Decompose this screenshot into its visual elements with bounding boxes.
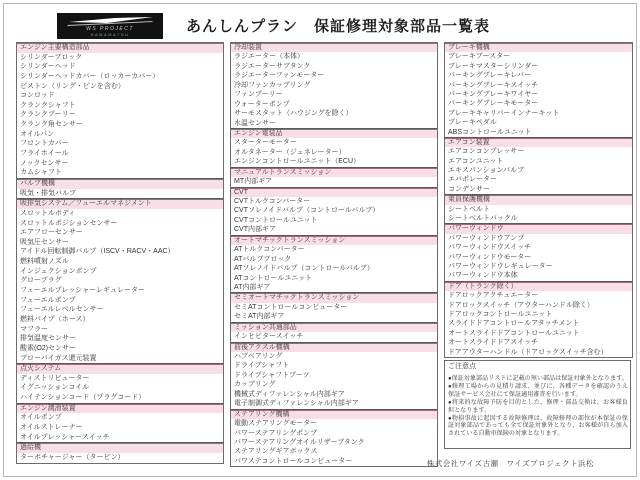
parts-section <box>445 194 632 223</box>
part-item: パワーウィンドウモーター <box>448 253 532 261</box>
part-item: 電動ステアリングモーター <box>234 420 318 428</box>
part-item: シリンダーヘッド <box>20 63 76 71</box>
section-header: エンジン電装品 <box>231 128 437 138</box>
part-item: パーキングブレーキモーター <box>448 100 539 108</box>
parts-section <box>231 167 437 187</box>
part-item: カップリング <box>234 381 276 389</box>
page-title: あんしんプラン 保証修理対象部品一覧表 <box>185 18 490 35</box>
part-item: ラジエーターファンモーター <box>234 72 325 80</box>
section-header: ミッション共通部品 <box>231 322 437 332</box>
parts-section <box>231 342 437 409</box>
part-item: スターターモーター <box>234 139 297 147</box>
part-item: CVTソレノイドバルブ（コントロールバルブ） <box>234 207 380 215</box>
part-item: オートスライドドアスイッチ <box>448 339 538 347</box>
parts-section <box>17 442 223 462</box>
part-item: オイルプレッシャースイッチ <box>20 433 110 441</box>
part-item: ハブベアリング <box>234 353 283 360</box>
part-item: フューエルプレッシャーレギュレーター <box>20 287 146 295</box>
parts-section <box>17 178 223 198</box>
notes-body <box>445 375 630 438</box>
section-header: オートマチックトランスミッション <box>231 235 437 245</box>
part-item: ラジエーター（本体） <box>234 53 304 61</box>
section-header: マニュアルトランスミッション <box>231 167 437 177</box>
part-item: コンロッド <box>20 92 55 100</box>
section-header: エンジン潤滑装置 <box>17 403 223 414</box>
part-item: ドライブシャフトブーツ <box>234 371 310 379</box>
part-item: ドアアウターハンドル（ドアロックスイッチ含む） <box>448 348 608 356</box>
parts-section <box>445 43 632 137</box>
part-item: スロットルポジションセンサー <box>20 219 118 227</box>
part-item: エアコンコンプレッサー <box>448 148 525 156</box>
parts-section <box>17 198 223 363</box>
company-footer: 株式会社ワイズ古瀬 ワイズプロジェクト浜松 <box>426 459 594 468</box>
part-item: CVTトルクコンバーター <box>234 198 311 205</box>
part-item: ラジエーターサブタンク <box>234 62 311 70</box>
part-item: 酸素(O2)センサー <box>20 344 76 352</box>
part-item: パワーウィンドウスイッチ <box>448 244 532 252</box>
part-item: ステアリングギアボックス <box>234 448 318 456</box>
part-item: ハイテンションコード（プラグコード） <box>20 394 146 402</box>
part-item: シートベルト <box>448 205 490 213</box>
part-item: ATトルクコンバーター <box>234 246 305 254</box>
section-header: 乗員保護機構 <box>445 194 632 204</box>
part-item: アイドル回転制御バルブ（ISCV・RACV・AAC） <box>20 248 175 256</box>
part-item: エアコンユニット <box>448 157 504 165</box>
part-item: MT内部ギア <box>234 178 273 186</box>
part-item: インジェクションポンプ <box>20 267 97 275</box>
part-item: AT内部ギア <box>234 283 271 291</box>
part-item: フライホイール <box>20 150 69 158</box>
note-bullet: ●保証対象部品リストに記載の無い部品は保証対象外となります。 <box>448 375 628 382</box>
part-item: ATバルブブロック <box>234 255 292 263</box>
parts-section <box>445 137 632 194</box>
part-item: パワーウィンドウ本体 <box>448 272 518 280</box>
part-item: ATコントロールユニット <box>234 274 313 282</box>
part-item: ブレーキペダル <box>448 119 497 127</box>
note-bullet: ●物損事故に起因する故障修理は、故障修理の部位が本保証の保証対象部品であっても全て保証対象外となり、お客様が自ら加入されている自動車保険の対象となります。 <box>448 414 628 438</box>
part-item: パワーウィンドウレギュレーター <box>448 262 553 270</box>
part-item: スロットルボディ <box>20 209 76 217</box>
part-item: ブレーキブースター <box>448 53 511 61</box>
part-item: ファンプーリー <box>234 91 283 99</box>
section-header: ドア（トランク除く） <box>445 281 632 291</box>
part-item: ブレーキマスターシリンダー <box>448 62 539 70</box>
part-item: 電子制御式ディファレンシャル内部ギア <box>234 400 359 408</box>
part-item: パワーステアリングポンプ <box>234 429 318 437</box>
section-header: CVT <box>231 187 437 197</box>
part-item: パーキングブレーキレバー <box>448 72 531 80</box>
part-item: 水温センサー <box>234 119 276 127</box>
section-header: セミオートマチックトランスミッション <box>231 292 437 302</box>
part-item: オイルパン <box>20 130 55 138</box>
part-item: フューエルレベルセンサー <box>20 306 104 314</box>
part-item: ディストリビューター <box>20 374 90 382</box>
part-item: オルタネーター（ジェネレーター） <box>234 148 346 156</box>
part-item: 燃料噴射ノズル <box>20 258 69 266</box>
part-item: シリンダーブロック <box>20 53 83 61</box>
part-item: エキスパンションバルブ <box>448 167 525 175</box>
part-item: クランク角センサー <box>20 121 83 129</box>
parts-section <box>445 223 632 280</box>
part-item: シートベルトバックル <box>448 215 518 223</box>
part-item: パワーステアリングオイルリザーブタンク <box>234 438 365 446</box>
parts-section <box>231 235 437 293</box>
section-header: 点火システム <box>17 363 223 374</box>
part-item: パワーウィンドウアンプ <box>448 234 525 242</box>
part-item: オイルポンプ <box>20 414 62 422</box>
part-item: ドアロックコントロールユニット <box>448 310 553 318</box>
section-header: 前後アクスル機構 <box>231 342 437 352</box>
part-item: クランクシャフト <box>20 101 76 109</box>
part-item: 吸気圧センサー <box>20 238 69 246</box>
part-item: オートスライドドアコントロールユニット <box>448 329 580 337</box>
section-header: エンジン主要構造部品 <box>17 43 223 53</box>
part-item: エアフローセンサー <box>20 229 83 237</box>
part-item: パーキングブレーキスイッチ <box>448 81 539 89</box>
part-item: パーキングブレーキワイヤー <box>448 90 539 98</box>
part-item: クランクプーリー <box>20 111 76 119</box>
part-item: フューエルポンプ <box>20 296 76 304</box>
part-item: オイルストレーナー <box>20 423 83 431</box>
part-item: ATソレノイドバルブ（コントロールバルブ） <box>234 265 374 273</box>
parts-column-drivetrain <box>230 42 438 467</box>
part-item: セミAT内部ギア <box>234 313 285 321</box>
parts-section <box>231 292 437 321</box>
part-item: ブレーキキャリパーインナーキット <box>448 109 560 117</box>
notes-box <box>444 360 631 449</box>
parts-column-engine <box>16 42 224 464</box>
part-item: 機械式ディファレンシャル内部ギア <box>234 390 345 398</box>
section-header: パワーウィンドウ <box>445 223 632 233</box>
note-bullet: ●将来的な故障予防を目的とした、修理・部品交換は、お客様負担となります。 <box>448 398 628 414</box>
section-header: バルブ機構 <box>17 178 223 189</box>
part-item: フロントカバー <box>20 140 69 148</box>
part-item: ドアロックアクチュエーター <box>448 292 539 300</box>
part-item: CVTコントロールユニット <box>234 216 318 224</box>
note-bullet: ●修理工場からの見積り請求、並びに、各種データを確認のうえ保証サービス会社にて保証適用審査を行います。 <box>448 382 628 398</box>
logo-text-line2: HAMAMATSU <box>90 32 130 37</box>
parts-section <box>17 403 223 443</box>
part-item: エバポレーター <box>448 176 497 184</box>
parts-section <box>231 128 437 167</box>
part-item: 排気温度センサー <box>20 335 76 343</box>
part-item: ノックセンサー <box>20 159 69 167</box>
part-item: セミATコントロールコンピューター <box>234 303 348 311</box>
part-item: 吸気・排気バルブ <box>20 189 76 197</box>
part-item: シリンダーヘッドカバー（ロッカーカバー） <box>20 72 160 80</box>
part-item: エンジンコントロールユニット（ECU） <box>234 158 361 166</box>
part-item: カムシャフト <box>20 169 62 177</box>
notes-header: ご注意点 <box>448 363 476 370</box>
section-header: 冷却装置 <box>231 43 437 52</box>
section-header: 吸排気システム／フューエルマネジメント <box>17 198 223 209</box>
section-header: 過給機 <box>17 442 223 453</box>
part-item: ピストン（リング・ピンを含む） <box>20 82 125 90</box>
part-item: グロープラグ <box>20 277 62 285</box>
part-item: ブローバイガス還元装置 <box>20 354 97 362</box>
parts-section <box>445 281 632 357</box>
part-item: ドライブシャフト <box>234 362 290 370</box>
part-item: ドアロックスイッチ（アウターハンドル除く） <box>448 301 594 309</box>
logo-text-line1: WS PROJECT <box>86 26 134 32</box>
part-item: サーモスタット（ハウジングを除く） <box>234 110 353 118</box>
part-item: スライドドアコントロールアタッチメント <box>448 320 580 328</box>
parts-column-brake-electrical <box>444 42 633 358</box>
part-item: マフラー <box>20 325 48 333</box>
parts-section <box>231 409 437 467</box>
part-item: インヒビタースイッチ <box>234 333 304 341</box>
parts-section <box>231 43 437 128</box>
part-item: ウォーターポンプ <box>234 100 290 108</box>
section-header: ステアリング機構 <box>231 409 437 419</box>
part-item: 冷却ファンカップリング <box>234 81 311 89</box>
part-item: パワステコントロールコンピューター <box>234 457 353 465</box>
part-item: イグニッションコイル <box>20 384 90 392</box>
parts-section <box>17 43 223 178</box>
part-item: ABSコントロールユニット <box>448 128 532 136</box>
section-header: ブレーキ機構 <box>445 43 632 52</box>
parts-section <box>231 187 437 235</box>
section-header: エアコン装置 <box>445 137 632 147</box>
part-item: ターボチャージャー（タービン） <box>20 453 125 461</box>
part-item: コンデンサー <box>448 185 490 193</box>
part-item: 燃料パイプ（ホース） <box>20 315 90 323</box>
parts-section <box>231 322 437 342</box>
parts-section <box>17 363 223 403</box>
part-item: CVT内部ギア <box>234 226 276 234</box>
